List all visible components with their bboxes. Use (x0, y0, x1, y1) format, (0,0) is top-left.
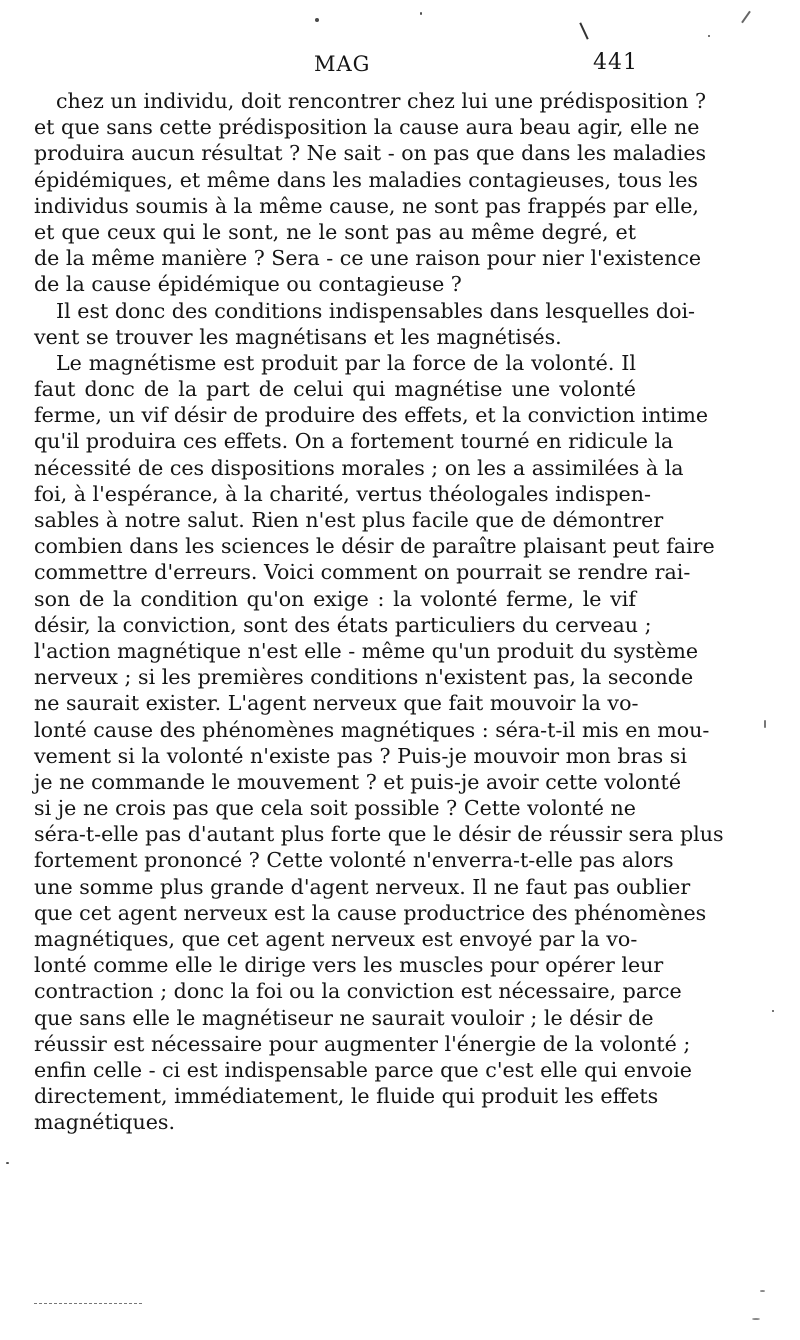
text-line: si je ne crois pas que cela soit possible ? Cette volonté ne (34, 796, 636, 821)
text-line: produira aucun résultat ? Ne sait - on pas que dans les maladies (34, 141, 707, 166)
text-line: enfin celle - ci est indispensable parce que c'est elle qui envoie (34, 1057, 692, 1082)
scan-speck (760, 1290, 765, 1292)
text-line: l'action magnétique n'est elle - même qu'un produit du système (34, 638, 699, 663)
text-line: combien dans les sciences le désir de paraître plaisant peut faire (34, 534, 715, 559)
text-line: individus soumis à la même cause, ne sont pas frappés par elle, (34, 193, 699, 218)
text-line: lonté cause des phénomènes magnétiques : séra-t-il mis en mou- (34, 717, 710, 742)
scan-speck (420, 12, 422, 15)
bottom-rule (34, 1303, 142, 1304)
scan-stroke (741, 11, 751, 24)
scan-speck (6, 1162, 9, 1164)
text-line: ne saurait exister. L'agent nerveux que fait mouvoir la vo- (34, 691, 639, 716)
text-line: vement si la volonté n'existe pas ? Puis-je mouvoir mon bras si (34, 743, 687, 768)
text-line: magnétiques, que cet agent nerveux est envoyé par la vo- (34, 927, 638, 951)
text-line: je ne commande le mouvement ? et puis-je avoir cette volonté (34, 769, 682, 794)
text-line: une somme plus grande d'agent nerveux. Il ne faut pas oublier (34, 874, 691, 899)
body-text (34, 88, 724, 1136)
text-line: magnétiques. (34, 1110, 176, 1135)
text-line: contraction ; donc la foi ou la conviction est nécessaire, parce (34, 979, 682, 1004)
text-line: que sans elle le magnétiseur ne saurait vouloir ; le désir de (34, 1005, 654, 1030)
text-line: chez un individu, doit rencontrer chez lui une prédisposition ? (56, 89, 707, 113)
text-line: et que sans cette prédisposition la cause aura beau agir, elle ne (34, 115, 700, 140)
scan-speck (752, 1318, 760, 1320)
text-line: que cet agent nerveux est la cause productrice des phénomènes (34, 900, 707, 925)
text-line: vent se trouver les magnétisans et les magnétisés. (34, 324, 562, 349)
text-line: son de la condition qu'on exige : la volonté ferme, le vif (34, 586, 636, 611)
scan-speck (708, 35, 710, 37)
text-line: réussir est nécessaire pour augmenter l'énergie de la volonté ; (34, 1031, 691, 1056)
text-line: désir, la conviction, sont des états particuliers du cerveau ; (34, 612, 652, 637)
text-line: nécessité de ces dispositions morales ; on les a assimilées à la (34, 455, 684, 480)
text-line: Il est donc des conditions indispensables dans lesquelles doi- (56, 298, 696, 323)
text-line: foi, à l'espérance, à la charité, vertus théologales indispen- (34, 481, 651, 506)
text-line: faut donc de la part de celui qui magnétise une volonté (34, 377, 636, 402)
page-number: 441 (593, 50, 638, 75)
scan-speck (764, 720, 766, 728)
text-line: de la cause épidémique ou contagieuse ? (34, 272, 462, 297)
text-line: fortement prononcé ? Cette volonté n'enverra-t-elle pas alors (34, 848, 674, 873)
scan-stroke (579, 22, 588, 39)
text-line: et que ceux qui le sont, ne le sont pas au même degré, et (34, 219, 636, 244)
text-line: de la même manière ? Sera - ce une raison pour nier l'existence (34, 246, 702, 271)
text-line: séra-t-elle pas d'autant plus forte que le désir de réussir sera plus (34, 822, 724, 847)
text-line: ferme, un vif désir de produire des effets, et la conviction intime (34, 403, 709, 428)
text-line: nerveux ; si les premières conditions n'existent pas, la seconde (34, 665, 694, 690)
text-line: qu'il produira ces effets. On a fortement tourné en ridicule la (34, 429, 674, 454)
text-line: Le magnétisme est produit par la force de la volonté. Il (56, 350, 636, 375)
scan-speck (772, 1010, 774, 1012)
text-line: sables à notre salut. Rien n'est plus facile que de démontrer (34, 508, 664, 532)
text-line: épidémiques, et même dans les maladies contagieuses, tous les (34, 167, 698, 192)
text-line: directement, immédiatement, le fluide qui produit les effets (34, 1084, 659, 1109)
text-line: lonté comme elle le dirige vers les muscles pour opérer leur (34, 953, 664, 978)
running-head: MAG (314, 52, 371, 76)
text-line: commettre d'erreurs. Voici comment on pourrait se rendre rai- (34, 560, 691, 585)
scan-speck (315, 18, 319, 22)
page-header (0, 52, 800, 82)
